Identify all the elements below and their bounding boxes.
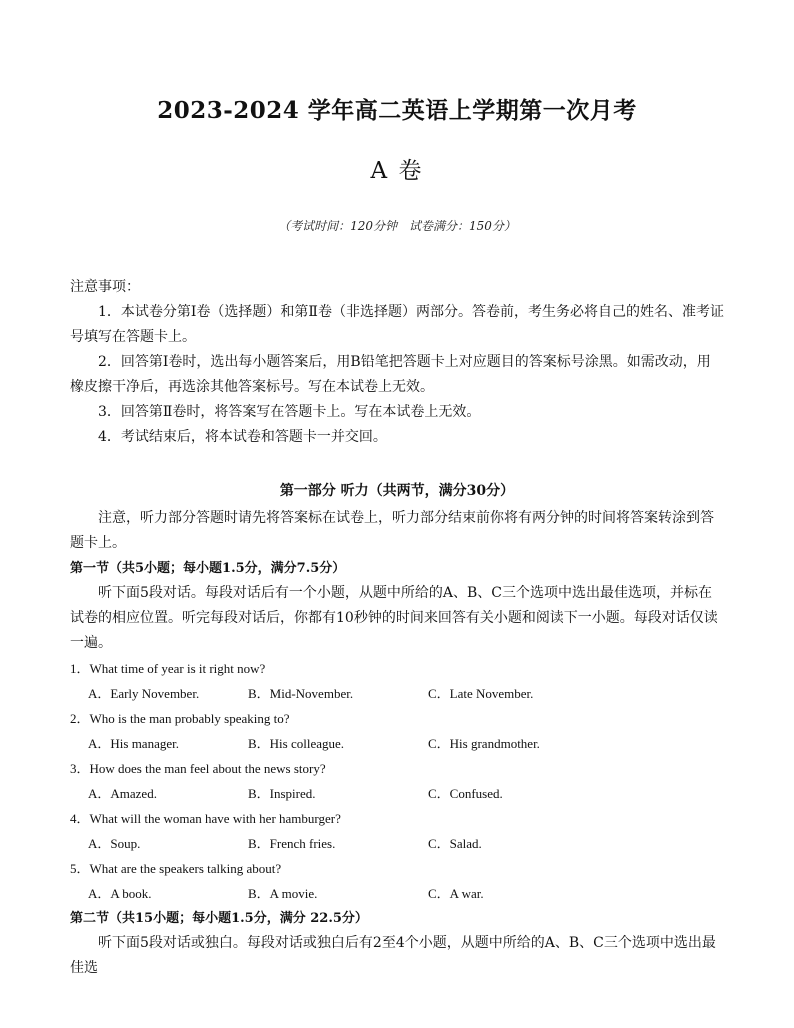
question-item: 3．How does the man feel about the news story?	[70, 761, 326, 776]
part-one-title: 第一部分 听力（共两节，满分30分）	[279, 483, 515, 499]
option-a: A．Soup.	[88, 836, 141, 851]
option-b: B．Inspired.	[248, 786, 316, 801]
option-a: A．A book.	[88, 886, 152, 901]
question-options	[70, 731, 724, 756]
option-b: B．French fries.	[248, 836, 336, 851]
page-title: 2023-2024 学年高二英语上学期第一次月考	[157, 97, 637, 124]
listening-section	[70, 506, 724, 981]
section-two-heading: 第二节（共15小题；每小题1.5分，满分 22.5分）	[70, 911, 368, 926]
note-item: 4．考试结束后，将本试卷和答题卡一并交回。	[98, 429, 387, 445]
question-item: 1．What time of year is it right now?	[70, 661, 266, 676]
question-options	[70, 831, 724, 856]
option-c: C．Confused.	[428, 786, 503, 801]
option-a: A．Amazed.	[88, 786, 157, 801]
question-options	[70, 881, 724, 906]
paper-version: A 卷	[370, 158, 424, 184]
option-a: A．Early November.	[88, 686, 200, 701]
option-c: C．Salad.	[428, 836, 482, 851]
section-two-instruction: 听下面5段对话或独白。每段对话或独白后有2至4个小题，从题中所给的A、B、C三个选项中选出最佳选	[70, 935, 716, 976]
question-options	[70, 781, 724, 806]
option-b: B．A movie.	[248, 886, 318, 901]
section-one-heading: 第一节（共5小题；每小题1.5分，满分7.5分）	[70, 561, 346, 576]
question-options	[70, 681, 724, 706]
listening-note: 注意，听力部分答题时请先将答案标在试卷上，听力部分结束前你将有两分钟的时间将答案转涂到答题卡上。	[70, 510, 714, 551]
question-item: 2．Who is the man probably speaking to?	[70, 711, 290, 726]
note-item: 3．回答第Ⅱ卷时，将答案写在答题卡上。写在本试卷上无效。	[98, 404, 481, 420]
option-c: C．A war.	[428, 886, 484, 901]
section-one-instruction: 听下面5段对话。每段对话后有一个小题，从题中所给的A、B、C三个选项中选出最佳选项，并标在试卷的相应位置。听完每段对话后，你都有10秒钟的时间来回答有关小题和阅读下一小题。每段对话仅读一遍。	[70, 585, 718, 651]
note-item: 1．本试卷分第Ⅰ卷（选择题）和第Ⅱ卷（非选择题）两部分。答卷前，考生务必将自己的姓名、准考证号填写在答题卡上。	[70, 304, 724, 345]
option-c: C．His grandmother.	[428, 736, 540, 751]
option-b: B．His colleague.	[248, 736, 345, 751]
question-item: 5．What are the speakers talking about?	[70, 861, 282, 876]
notes-section	[70, 275, 724, 450]
question-item: 4．What will the woman have with her hamburger?	[70, 811, 341, 826]
exam-time-info: （考试时间：120分钟 试卷满分：150分）	[278, 219, 516, 233]
note-item: 2．回答第Ⅰ卷时，选出每小题答案后，用B铅笔把答题卡上对应题目的答案标号涂黑。如需改动，用橡皮擦干净后，再选涂其他答案标号。写在本试卷上无效。	[70, 354, 711, 395]
notes-heading: 注意事项：	[70, 279, 140, 295]
option-a: A．His manager.	[88, 736, 179, 751]
option-b: B．Mid-November.	[248, 686, 354, 701]
option-c: C．Late November.	[428, 686, 534, 701]
